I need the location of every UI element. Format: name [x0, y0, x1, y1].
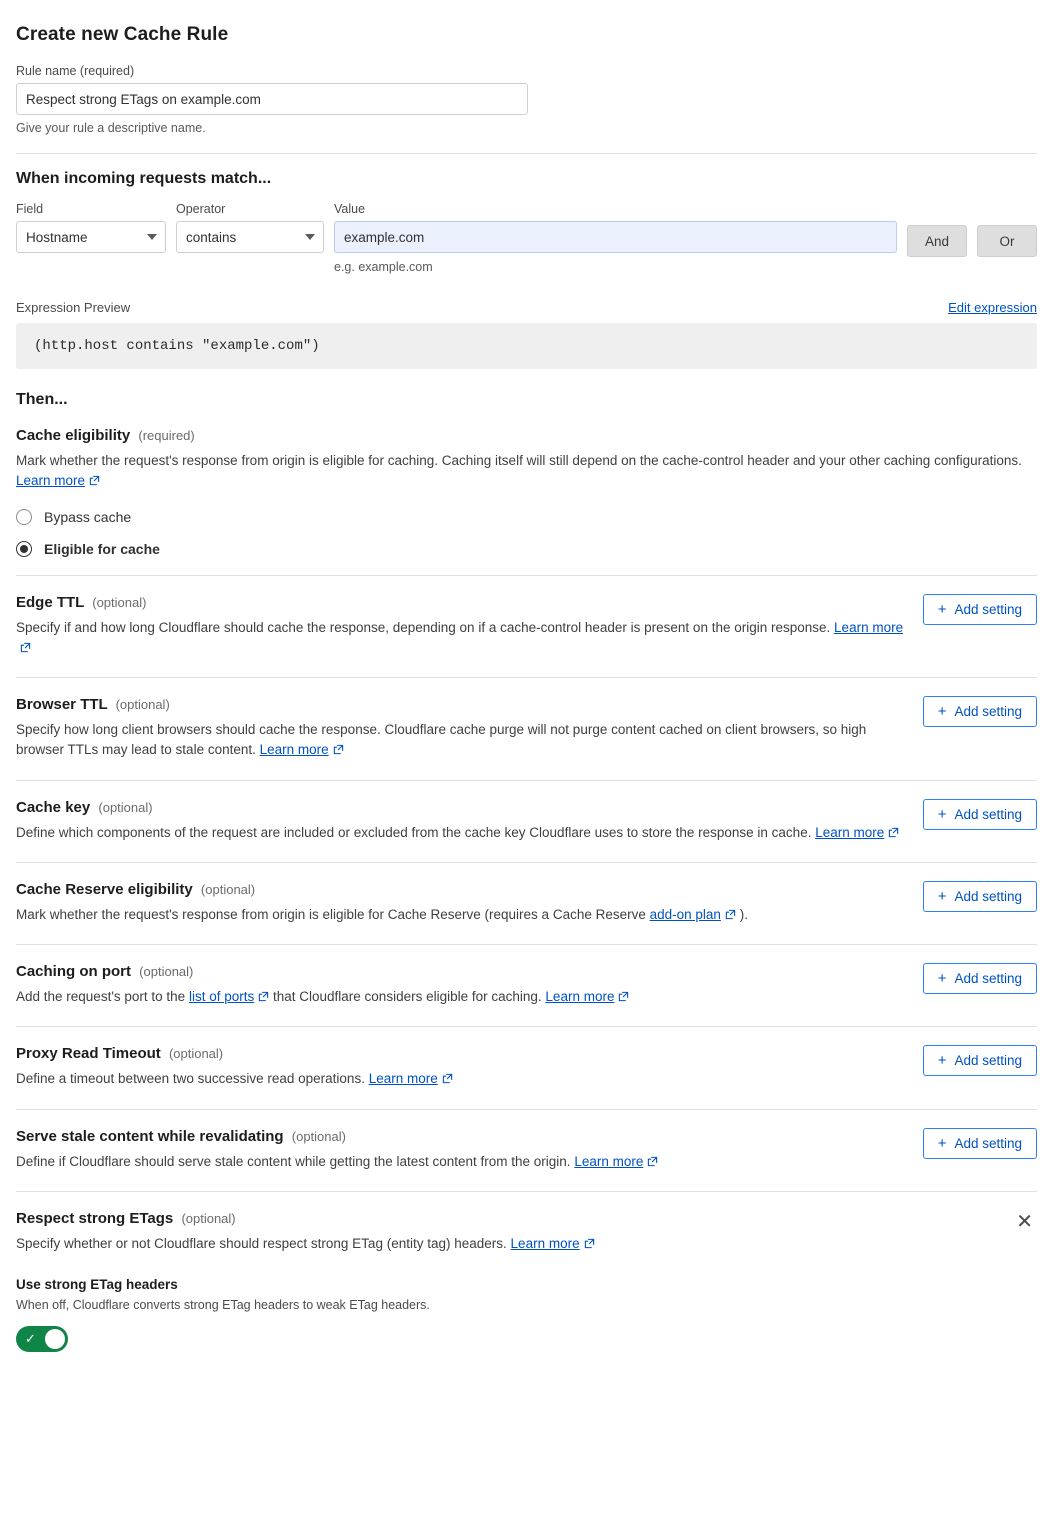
radio-bypass-cache[interactable] [16, 509, 1037, 525]
optional-tag: (optional) [168, 1046, 224, 1062]
expression-preview: (http.host contains "example.com") [16, 323, 1037, 369]
plus-icon: + [937, 970, 947, 987]
rule-name-input[interactable] [16, 83, 528, 115]
desc-text: Specify how long client browsers should cache the response. Cloudflare cache purge will not purge content cached on client browsers, so high browser TTLs may lead to stale content. [16, 722, 867, 758]
field-column [16, 202, 166, 253]
external-link-icon [258, 988, 269, 1008]
setting-desc [16, 987, 629, 1008]
setting-title: Edge TTL [16, 593, 85, 611]
operator-label: Operator [176, 202, 226, 216]
plus-icon: + [937, 887, 947, 905]
radio-icon[interactable] [16, 509, 32, 525]
desc-text: Mark whether the request's response from origin is eligible for Cache Reserve (requires a Cache Reserve [16, 906, 646, 922]
etag-toggle-label: Use strong ETag headers [16, 1277, 178, 1292]
setting-desc [16, 720, 905, 762]
external-link-icon [888, 824, 899, 844]
desc-text: Define a timeout between two successive read operations. [16, 1071, 365, 1087]
or-button[interactable]: Or [977, 225, 1037, 257]
add-setting-button[interactable] [923, 1045, 1037, 1076]
cache-eligibility-desc [16, 451, 1026, 493]
learn-more-link[interactable]: Learn more [545, 989, 615, 1004]
setting-title: Caching on port [16, 963, 131, 980]
learn-more-link[interactable]: Learn more [259, 742, 329, 758]
plus-icon: + [937, 1134, 947, 1152]
desc-text: Add the request's port to the [16, 989, 186, 1004]
setting-desc [16, 905, 748, 926]
rule-name-help: Give your rule a descriptive name. [16, 121, 206, 135]
setting-title: Serve stale content while revalidating [16, 1127, 284, 1145]
setting-respect-strong-etags [16, 1192, 1037, 1352]
radio-bypass-label: Bypass cache [44, 508, 132, 525]
page-title: Create new Cache Rule [16, 24, 229, 45]
etag-toggle-switch[interactable] [16, 1326, 68, 1352]
logic-buttons [907, 202, 967, 257]
check-icon: ✓ [25, 1331, 36, 1346]
add-setting-label: Add setting [954, 888, 1022, 904]
toggle-knob [45, 1329, 65, 1349]
rule-name-group [16, 64, 1037, 135]
desc-text-tail: that Cloudflare considers eligible for caching. [273, 989, 542, 1004]
plus-icon: + [937, 1052, 947, 1070]
setting-title: Proxy Read Timeout [16, 1045, 161, 1063]
plus-icon: + [937, 600, 947, 618]
setting-title: Browser TTL [16, 696, 108, 713]
and-button[interactable]: And [907, 225, 967, 257]
setting-title: Cache key [16, 798, 91, 816]
add-setting-button[interactable] [923, 1128, 1037, 1159]
add-setting-button[interactable] [923, 881, 1037, 912]
cache-eligibility-section [16, 409, 1037, 575]
add-setting-label: Add setting [954, 806, 1022, 822]
plus-icon: + [937, 703, 947, 720]
plus-icon: + [937, 805, 947, 823]
match-row [16, 202, 1037, 274]
optional-tag: (optional) [181, 1210, 236, 1226]
learn-more-link[interactable]: Learn more [815, 824, 885, 840]
learn-more-link[interactable]: Learn more [16, 473, 86, 489]
list-of-ports-link[interactable]: list of ports [188, 989, 255, 1004]
setting-title: Cache Reserve eligibility [16, 880, 193, 898]
external-link-icon [725, 906, 736, 926]
add-on-plan-link[interactable]: add-on plan [649, 906, 721, 922]
setting-cache-key [16, 781, 1037, 862]
then-heading: Then... [16, 391, 68, 408]
setting-serve-stale-content [16, 1110, 1037, 1191]
field-select[interactable] [16, 221, 166, 253]
setting-desc [16, 1069, 453, 1090]
learn-more-link[interactable]: Learn more [574, 1153, 644, 1169]
external-link-icon [618, 988, 629, 1008]
learn-more-link[interactable]: Learn more [834, 619, 904, 635]
setting-title: Respect strong ETags [16, 1209, 174, 1227]
setting-proxy-read-timeout [16, 1027, 1037, 1108]
setting-desc [16, 1152, 658, 1173]
setting-desc [16, 618, 905, 660]
desc-text: Define which components of the request are included or excluded from the cache key Cloudflare uses to store the response in cache. [16, 824, 812, 840]
value-label: Value [334, 202, 366, 216]
add-setting-button[interactable] [923, 963, 1037, 994]
expression-label: Expression Preview [16, 300, 131, 315]
optional-tag: (optional) [92, 594, 147, 610]
external-link-icon [333, 741, 344, 761]
expression-header [16, 300, 1037, 315]
setting-browser-ttl [16, 678, 1037, 780]
value-column [334, 202, 897, 274]
value-input[interactable] [334, 221, 897, 253]
optional-tag: (optional) [115, 697, 170, 712]
setting-cache-reserve-eligibility [16, 863, 1037, 944]
add-setting-label: Add setting [954, 704, 1022, 719]
etag-toggle-desc: When off, Cloudflare converts strong ETag headers to weak ETag headers. [16, 1298, 430, 1312]
desc-text: Define if Cloudflare should serve stale content while getting the latest content from the origin. [16, 1153, 571, 1169]
operator-select[interactable] [176, 221, 324, 253]
external-link-icon [647, 1153, 658, 1173]
add-setting-button[interactable] [923, 799, 1037, 830]
radio-icon-selected[interactable] [16, 541, 32, 557]
learn-more-link[interactable]: Learn more [368, 1071, 438, 1087]
add-setting-label: Add setting [954, 1053, 1022, 1069]
desc-text: Specify whether or not Cloudflare should respect strong ETag (entity tag) headers. [16, 1235, 507, 1251]
operator-column [176, 202, 324, 253]
optional-tag: (optional) [200, 881, 256, 897]
desc-text: Specify if and how long Cloudflare should cache the response, depending on if a cache-control header is present on the origin response. [16, 619, 831, 635]
external-link-icon [584, 1235, 595, 1255]
desc-text-tail: ). [739, 906, 748, 922]
add-setting-label: Add setting [954, 601, 1022, 617]
external-link-icon [442, 1070, 453, 1090]
radio-eligible-label: Eligible for cache [44, 540, 160, 557]
setting-desc [16, 1234, 595, 1255]
external-link-icon [89, 472, 100, 492]
section-title-text: Cache eligibility [16, 427, 131, 444]
field-label: Field [16, 202, 44, 216]
add-setting-label: Add setting [954, 971, 1022, 986]
desc-text: Mark whether the request's response from origin is eligible for caching. Caching itself will still depend on the cache-control header and your other caching configurations. [16, 453, 1022, 468]
optional-tag: (optional) [291, 1128, 346, 1144]
external-link-icon [20, 639, 31, 659]
cache-eligibility-title [16, 427, 1037, 444]
radio-eligible-for-cache[interactable] [16, 541, 1037, 557]
optional-tag: (optional) [139, 964, 194, 979]
value-help: e.g. example.com [334, 260, 433, 274]
rule-name-label: Rule name (required) [16, 64, 135, 78]
close-icon[interactable]: ✕ [1016, 1210, 1033, 1233]
setting-desc [16, 823, 899, 844]
required-tag: (required) [138, 428, 195, 443]
match-heading: When incoming requests match... [16, 170, 272, 187]
setting-caching-on-port [16, 945, 1037, 1026]
add-setting-button[interactable] [923, 696, 1037, 727]
setting-edge-ttl [16, 576, 1037, 678]
learn-more-link[interactable]: Learn more [510, 1235, 580, 1251]
divider [16, 153, 1037, 154]
add-setting-label: Add setting [954, 1135, 1022, 1151]
edit-expression-link[interactable]: Edit expression [948, 300, 1037, 315]
add-setting-button[interactable] [923, 594, 1037, 625]
optional-tag: (optional) [98, 799, 153, 815]
